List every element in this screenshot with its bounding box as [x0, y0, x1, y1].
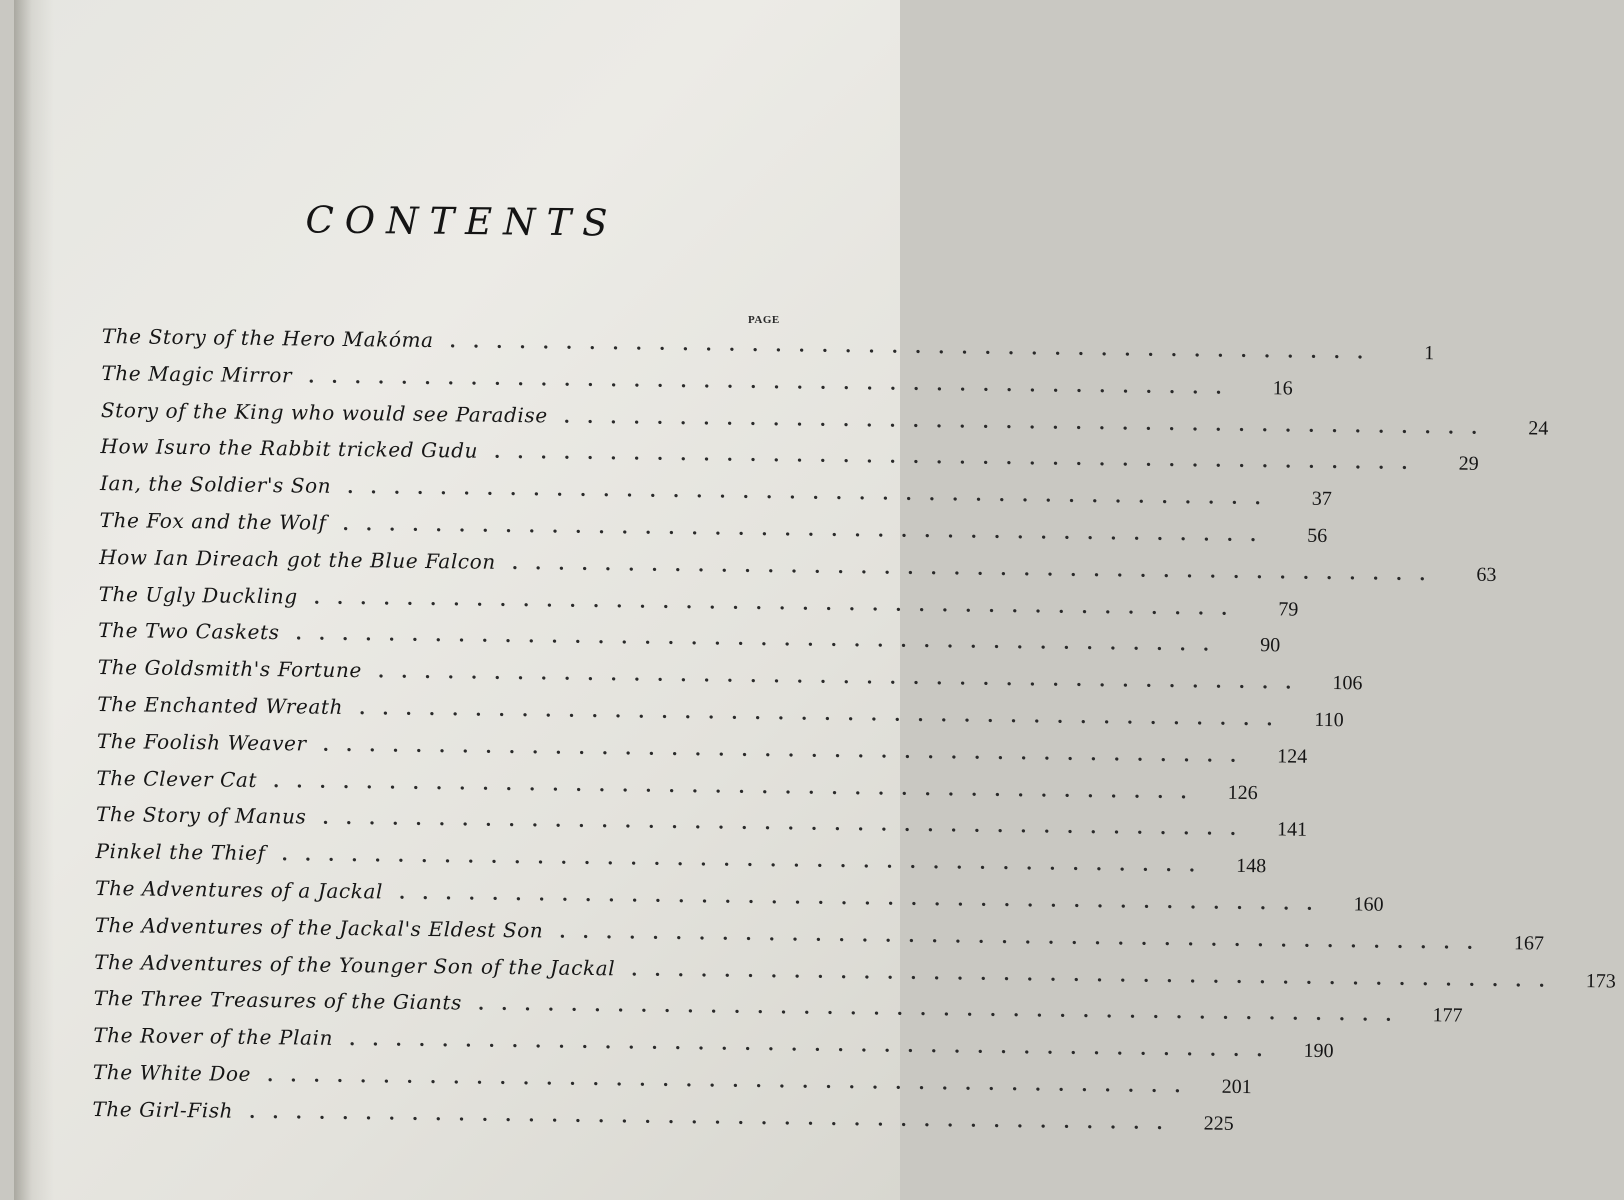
toc-entry-page: 79	[1278, 597, 1299, 621]
toc-entry-title: How Isuro the Rabbit tricked Gudu	[100, 434, 479, 463]
toc-entry-page: 110	[1314, 708, 1344, 732]
book-page	[14, 0, 1616, 1200]
binding-shadow	[14, 0, 54, 1200]
toc-entry-page: 16	[1272, 377, 1293, 400]
toc-dot-leader: ........................................	[358, 698, 1290, 731]
toc-entry-title: The Magic Mirror	[101, 360, 293, 388]
toc-entry-title: The Goldsmith's Fortune	[97, 655, 363, 683]
toc-dot-leader: ........................................	[308, 366, 1239, 399]
toc-entry-title: How Ian Direach got the Blue Falcon	[99, 544, 496, 574]
toc-entry-title: Story of the King who would see Paradise	[100, 397, 548, 428]
toc-entry-page: 90	[1260, 634, 1281, 657]
toc-entry-title: The Three Treasures of the Giants	[93, 986, 463, 1015]
toc-entry-title: The Foolish Weaver	[96, 728, 307, 756]
toc-entry-page: 24	[1528, 417, 1549, 440]
toc-entry-page: 56	[1307, 524, 1328, 547]
toc-dot-leader: ........................................	[563, 406, 1495, 439]
toc-entry-title: The Girl-Fish	[92, 1096, 234, 1123]
contents-heading: CONTENTS	[305, 198, 619, 245]
toc-entry-page: 37	[1311, 487, 1332, 511]
toc-dot-leader: ........................................	[511, 552, 1443, 586]
toc-dot-leader: ........................................	[295, 623, 1227, 657]
toc-entry-title: The Adventures of a Jackal	[94, 875, 384, 904]
toc-dot-leader: ........................................	[272, 770, 1204, 804]
toc-dot-leader: ........................................	[559, 921, 1491, 954]
toc-entry-page: 225	[1203, 1112, 1234, 1135]
page-column-label: PAGE	[748, 314, 780, 326]
toc-entry-title: The Rover of the Plain	[93, 1023, 334, 1051]
toc-entry-title: The Fox and the Wolf	[99, 507, 327, 535]
toc-dot-leader: ........................................	[347, 477, 1278, 510]
toc-dot-leader: ........................................	[631, 959, 1562, 992]
toc-dot-leader: ........................................	[322, 808, 1254, 841]
toc-dot-leader: ........................................	[281, 844, 1213, 877]
toc-entry-page: 141	[1276, 818, 1308, 842]
toc-dot-leader: ........................................	[493, 442, 1425, 475]
toc-entry	[92, 1096, 1234, 1142]
toc-entry-title: The Clever Cat	[96, 765, 258, 792]
toc-entry-title: The Adventures of the Jackal's Eldest Son	[94, 912, 544, 943]
toc-entry-page: 160	[1353, 893, 1384, 916]
toc-entry-title: The White Doe	[92, 1059, 252, 1086]
toc-entry-page: 173	[1585, 969, 1616, 993]
toc-entry-page: 124	[1277, 745, 1308, 768]
toc-entry-title: The Ugly Duckling	[98, 581, 298, 608]
toc-dot-leader: ........................................	[449, 331, 1381, 364]
toc-entry-page: 148	[1236, 855, 1267, 878]
toc-dot-leader: ........................................	[477, 993, 1409, 1027]
toc-entry-page: 167	[1513, 932, 1545, 955]
toc-entry-page: 177	[1432, 1004, 1463, 1028]
toc-entry-title: Ian, the Soldier's Son	[99, 471, 332, 498]
toc-entry-title: The Two Caskets	[98, 618, 280, 645]
toc-entry-title: Pinkel the Thief	[95, 839, 266, 866]
toc-entry-page: 63	[1476, 563, 1497, 586]
toc-entry-title: The Enchanted Wreath	[97, 691, 344, 719]
toc-entry-page: 106	[1332, 672, 1363, 695]
table-of-contents	[92, 324, 1616, 1180]
toc-dot-leader: ........................................	[266, 1065, 1198, 1098]
toc-entry-title: The Adventures of the Younger Son of the Jackal	[94, 949, 616, 980]
toc-entry-page: 190	[1303, 1039, 1334, 1063]
toc-entry-page: 201	[1221, 1075, 1252, 1099]
toc-entry-title: The Story of the Hero Makóma	[101, 324, 434, 353]
toc-entry-page: 126	[1227, 781, 1258, 804]
toc-dot-leader: ........................................	[313, 587, 1245, 620]
toc-dot-leader: ........................................	[248, 1101, 1180, 1134]
toc-dot-leader: ........................................	[342, 513, 1274, 547]
toc-dot-leader: ........................................	[398, 882, 1330, 915]
toc-entry-page: 1	[1424, 342, 1435, 365]
toc-dot-leader: ........................................	[322, 734, 1254, 767]
toc-dot-leader: ........................................	[348, 1029, 1280, 1062]
toc-dot-leader: ........................................	[377, 661, 1309, 694]
toc-entry-page: 29	[1458, 452, 1479, 476]
toc-entry-title: The Story of Manus	[95, 802, 307, 829]
